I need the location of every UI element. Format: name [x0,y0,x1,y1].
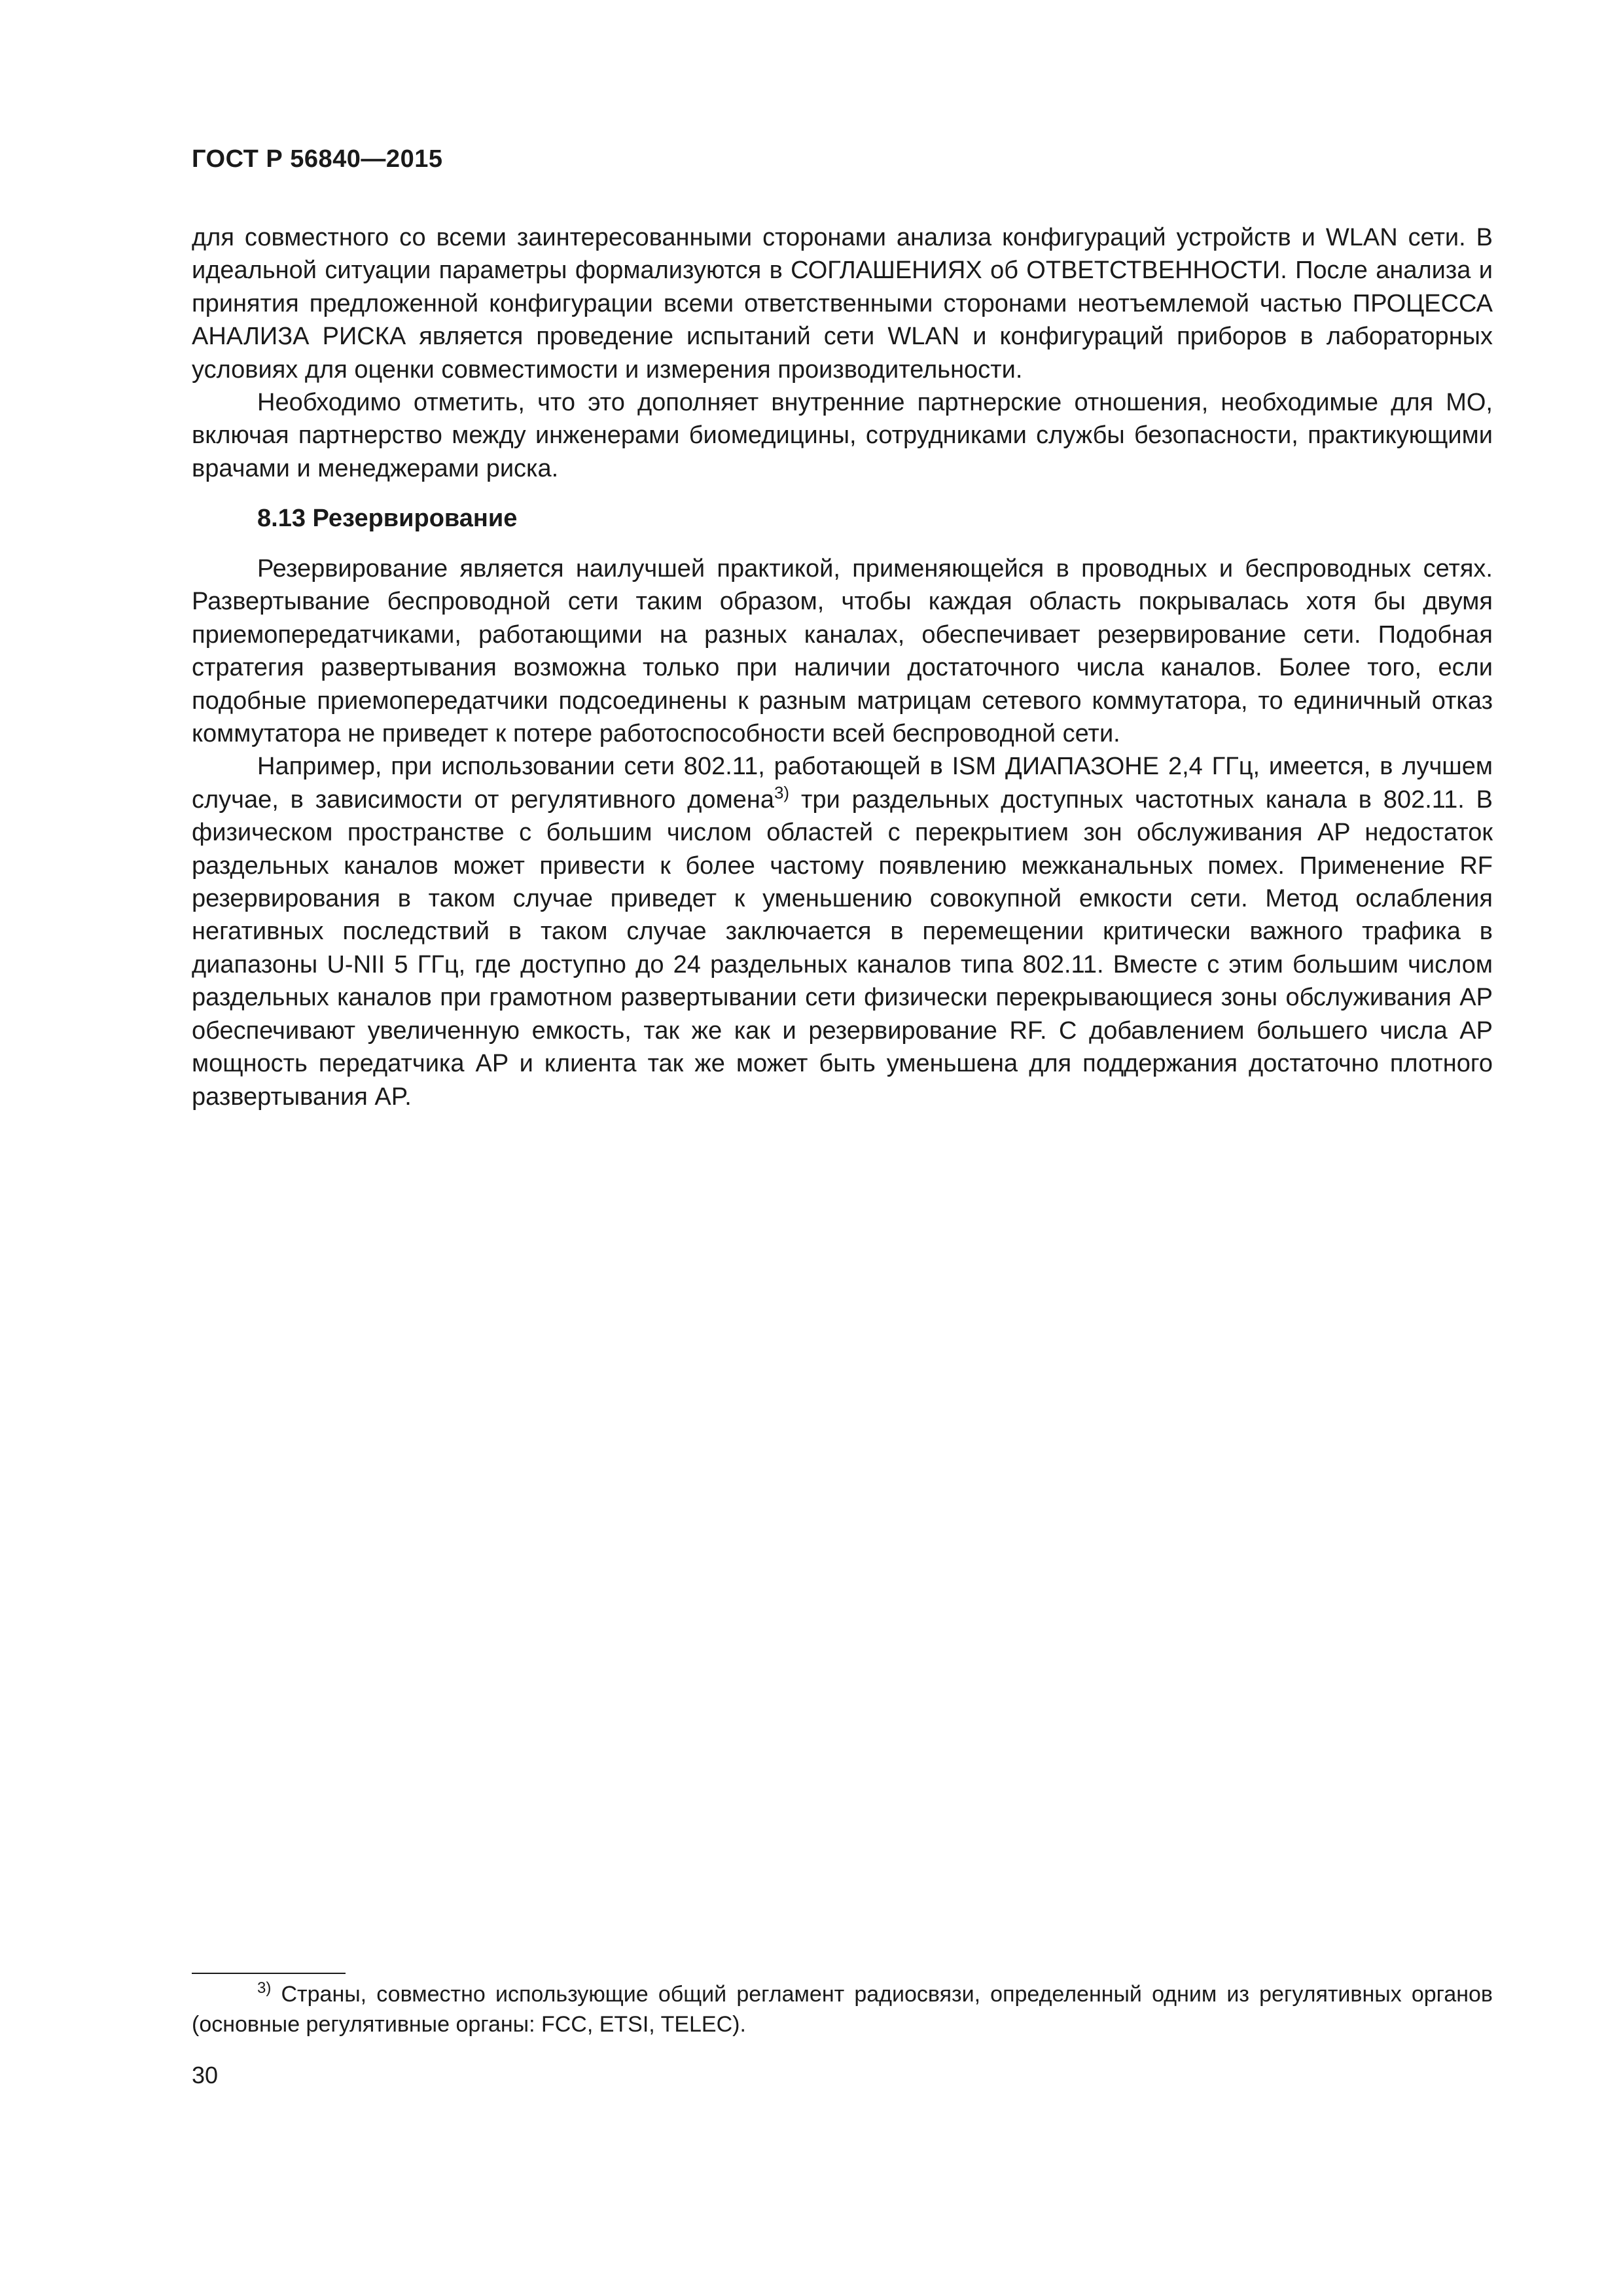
section-paragraph-1: Резервирование является наилучшей практикой, применяющейся в проводных и беспроводных сетях. Развертывание беспроводной сети таким образом, чтобы каждая область покрывалась хотя бы двумя приемопередатчиками, работающими на разных каналах, обеспечивает резервирование сети. Подобная стратегия развертывания возможна только при наличии достаточного числа каналов. Более того, если подобные приемопередатчики подсоединены к разным матрицам сетевого коммутатора, то единичный отказ коммутатора не приведет к потере работоспособности всей беспроводной сети. [192,555,1493,748]
footnote [192,1979,1493,2039]
section-text-block [192,552,1493,1113]
intro-paragraph-1: для совместного со всеми заинтересованными сторонами анализа конфигураций устройств и WLAN сети. В идеальной ситуации параметры формализуются в СОГЛАШЕНИЯХ об ОТВЕТСТВЕННОСТИ. После анализа и принятия предложенной конфигурации всеми ответственными сторонами неотъемлемой частью ПРОЦЕССА АНАЛИЗА РИСКА является проведение испытаний сети WLAN и конфигураций приборов в лабораторных условиях для оценки совместимости и измерения производительности. [192,224,1493,384]
footnote-separator [192,1973,346,1974]
section-paragraph-2 [192,750,1493,1113]
page-number: 30 [192,2062,219,2089]
footnote-marker: 3) [257,1979,272,1997]
document-id-header: ГОСТ Р 56840—2015 [192,145,443,173]
paragraph-text-part: Например, при использовании сети 802.11, работающей в ISM ДИАПАЗОНЕ 2,4 ГГц, имеется, в лучшем случае, в зависимости от регулятивного домена [192,753,1493,814]
paragraph-text-part: три раздельных доступных частотных канала в 802.11. В физическом пространстве с большим числом областей с перекрытием зон обслуживания AP недостаток раздельных каналов может привести к более частому появлению межканальных помех. Применение RF резервирования в таком случае приведет к уменьшению совокупной емкости сети. Метод ослабления негативных последствий в таком случае заключается в перемещении критически важного трафика в диапазоны U-NII 5 ГГц, где доступно до 24 раздельных каналов типа 802.11. Вместе с этим большим числом раздельных каналов при грамотном развертывании сети физически перекрывающиеся зоны обслуживания AP обеспечивают увеличенную емкость, так же как и резервирование RF. С добавлением большего числа AP мощность передатчика AP и клиента так же может быть уменьшена для поддержания достаточно плотного развертывания AP. [192,785,1493,1111]
intro-text-block [192,221,1493,485]
footnote-text: Страны, совместно использующие общий регламент радиосвязи, определенный одним из регулятивных органов (основные регулятивные органы: FCC, ETSI, TELEC). [192,1982,1493,2037]
footnote-reference[interactable]: 3) [774,782,790,802]
section-heading: 8.13 Резервирование [257,505,518,532]
intro-paragraph-2: Необходимо отметить, что это дополняет внутренние партнерские отношения, необходимые для МО, включая партнерство между инженерами биомедицины, сотрудниками службы безопасности, практикующими врачами и менеджерами риска. [192,389,1493,482]
